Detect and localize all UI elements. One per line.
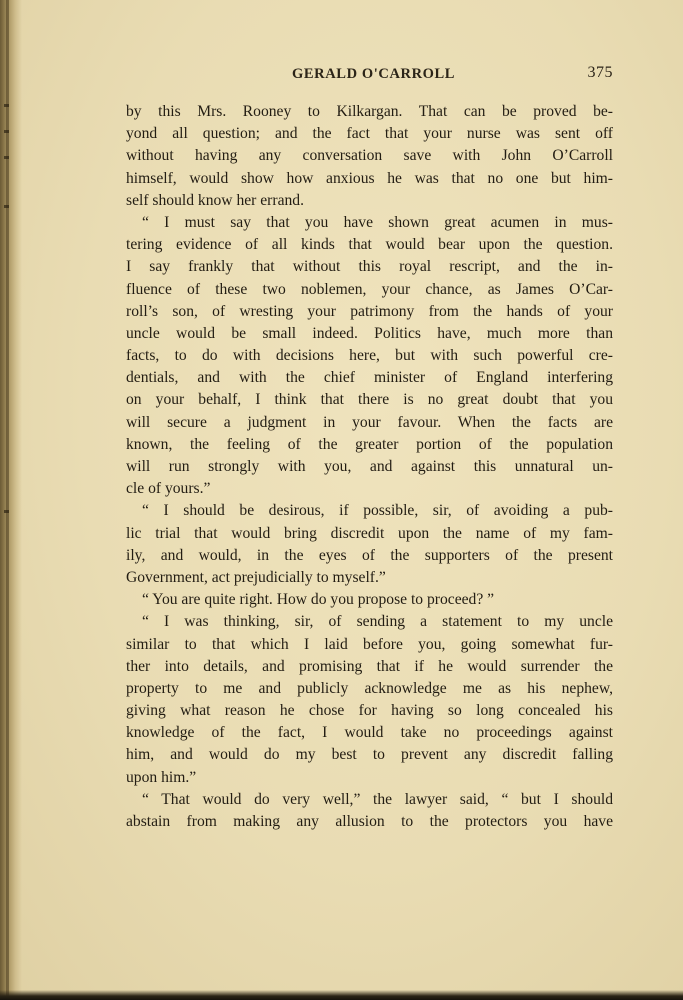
margin-mark bbox=[4, 510, 9, 513]
text-line: uncle would be small indeed. Politics have, much more than bbox=[126, 324, 613, 342]
text-line: will run strongly with you, and against this unnatural un- bbox=[126, 458, 613, 475]
binding-edge bbox=[6, 0, 9, 1000]
text-line: tering evidence of all kinds that would bear upon the question. bbox=[126, 236, 613, 254]
text-line: without having any conversation save with John O’Carroll bbox=[126, 147, 613, 165]
text-line: “ That would do very well,” the lawyer said, “ but I should bbox=[142, 790, 613, 808]
text-line: dentials, and with the chief minister of England interfering bbox=[126, 369, 613, 387]
text-line: giving what reason he chose for having so long concealed his bbox=[126, 702, 613, 720]
text-line: upon him.” bbox=[126, 768, 197, 786]
text-line: property to me and publicly acknowledge me as his nephew, bbox=[126, 679, 613, 697]
text-line: “ I must say that you have shown great acumen in mus- bbox=[142, 213, 613, 231]
text-line: “ I was thinking, sir, of sending a statement to my uncle bbox=[142, 613, 613, 631]
text-line: ther into details, and promising that if he would surrender the bbox=[126, 657, 613, 675]
margin-mark bbox=[4, 156, 9, 159]
text-line: “ I should be desirous, if possible, sir, of avoiding a pub- bbox=[142, 502, 613, 520]
text-line: lic trial that would bring discredit upon the name of my fam- bbox=[126, 524, 613, 542]
text-line: roll’s son, of wresting your patrimony from the hands of your bbox=[126, 302, 613, 320]
text-line: knowledge of the fact, I would take no proceedings against bbox=[126, 724, 613, 742]
text-line: “ You are quite right. How do you propose to proceed? ” bbox=[142, 591, 495, 609]
margin-mark bbox=[4, 205, 9, 208]
text-line: ily, and would, in the eyes of the supporters of the present bbox=[126, 546, 613, 564]
text-line: cle of yours.” bbox=[126, 480, 211, 498]
page-number: 375 bbox=[587, 64, 613, 81]
gutter-shadow bbox=[0, 0, 22, 1000]
text-line: known, the feeling of the greater portion of the population bbox=[126, 435, 613, 453]
text-line: himself, would show how anxious he was that no one but him- bbox=[126, 169, 613, 187]
running-title: GERALD O'CARROLL bbox=[292, 66, 456, 82]
page-bottom-edge bbox=[0, 990, 683, 1000]
text-line: by this Mrs. Rooney to Kilkargan. That can be proved be- bbox=[126, 103, 613, 120]
page-header bbox=[124, 64, 613, 84]
text-line: Government, act prejudicially to myself.” bbox=[126, 568, 386, 586]
text-line: yond all question; and the fact that your nurse was sent off bbox=[126, 125, 613, 143]
text-line: him, and would do my best to prevent any discredit falling bbox=[126, 746, 613, 764]
text-line: similar to that which I laid before you, going somewhat fur- bbox=[126, 635, 613, 653]
text-line: I say frankly that without this royal rescript, and the in- bbox=[126, 258, 613, 276]
text-line: abstain from making any allusion to the protectors you have bbox=[126, 813, 613, 830]
text-line: fluence of these two noblemen, your chance, as James O’Car- bbox=[126, 280, 613, 298]
text-line: will secure a judgment in your favour. When the facts are bbox=[126, 413, 613, 431]
text-line: self should know her errand. bbox=[126, 191, 304, 209]
body-text bbox=[126, 101, 613, 833]
margin-mark bbox=[4, 130, 9, 133]
text-line: on your behalf, I think that there is no great doubt that you bbox=[126, 391, 613, 409]
text-line: facts, to do with decisions here, but with such powerful cre- bbox=[126, 347, 613, 365]
margin-mark bbox=[4, 104, 9, 107]
